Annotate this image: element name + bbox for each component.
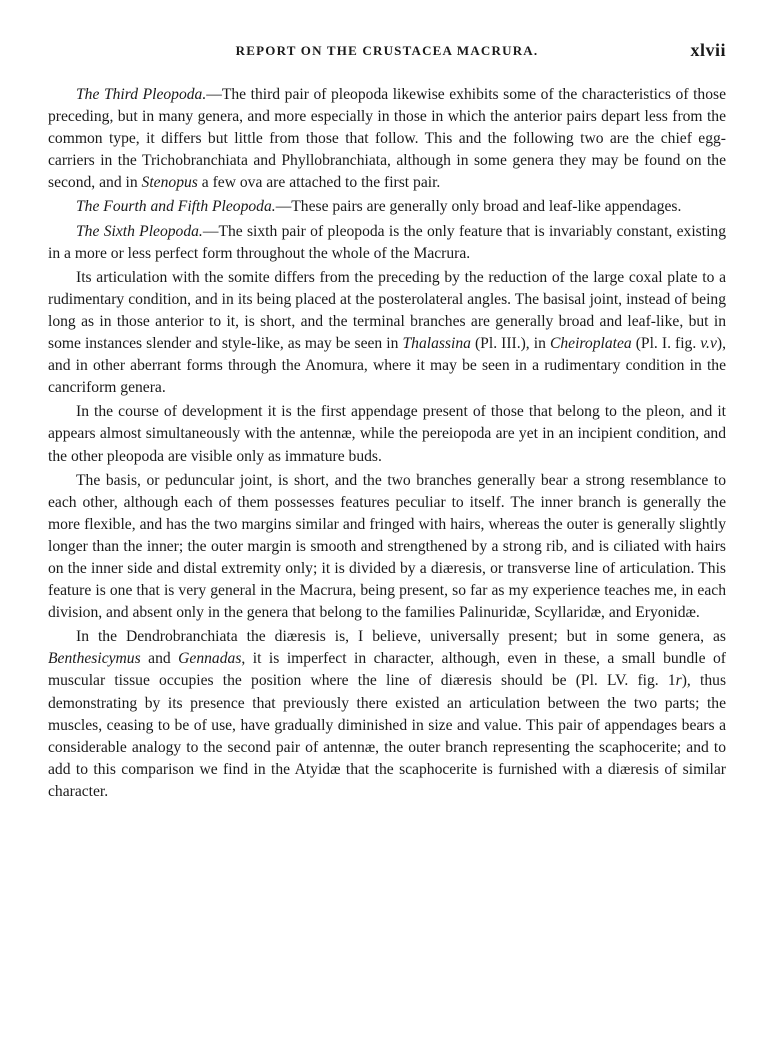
- body-text: [48, 84, 726, 803]
- running-title: REPORT ON THE CRUSTACEA MACRURA.: [235, 43, 539, 58]
- paragraph-text: (Pl. I. fig.: [631, 335, 701, 353]
- paragraph-text: , it is imperfect in character, although, even in these, a small bundle of muscular tissue occupies the position where the line of diæresis should be (Pl. LV. fig. 1: [48, 650, 726, 690]
- section-heading: The Fourth and Fifth Pleopoda.: [76, 198, 276, 216]
- section-heading: The Sixth Pleopoda.: [76, 222, 203, 240]
- paragraph-basis: [48, 470, 726, 625]
- paragraph-text: In the Dendrobranchiata the diæresis is, I believe, universally present; but in some genera, as: [76, 628, 726, 646]
- running-header: [48, 40, 726, 64]
- paragraph-third-pleopoda: [48, 84, 726, 194]
- paragraph-fourth-fifth-pleopoda: [48, 196, 726, 218]
- paragraph-text: The basis, or peduncular joint, is short, and the two branches generally bear a strong resemblance to each other, although each of them possesses features peculiar to itself. The inner branch is generally the more flexible, and has the two margins similar and fringed with hairs, whereas the outer is generally slightly longer than the inner; the outer margin is smooth and strengthened by a strong rib, and is ciliated with hairs on the inner side and distal extremity only; it is divided by a diæresis, or transverse line of articulation. This feature is one that is very general in the Macrura, being present, so far as my experience teaches me, in each division, and absent only in the genera that belong to the families Palinuridæ, Scyllaridæ, and Eryonidæ.: [48, 471, 726, 622]
- genus-name: Benthesicymus: [48, 650, 141, 668]
- page-number: xlvii: [690, 40, 726, 60]
- paragraph-text: In the course of development it is the first appendage present of those that belong to the pleon, and it appears almost simultaneously with the antennæ, while the pereiopoda are yet in an incipient condition, and the other pleopoda are visible only as immature buds.: [48, 403, 726, 465]
- genus-name: Thalassina: [402, 335, 471, 353]
- paragraph-development: [48, 401, 726, 467]
- section-heading: The Third Pleopoda.: [76, 86, 207, 103]
- paragraph-text: ), and in other aberrant forms through the Anomura, where it may be seen in a rudimentary condition in the cancriform genera.: [48, 335, 726, 397]
- genus-name: Gennadas: [178, 650, 242, 668]
- genus-name: Cheiroplatea: [549, 335, 632, 353]
- paragraph-sixth-pleopoda: [48, 221, 726, 265]
- figure-reference: v.v: [700, 335, 717, 353]
- paragraph-text: (Pl. III.), in: [470, 335, 550, 353]
- genus-name: Stenopus: [141, 174, 198, 192]
- figure-reference: r: [675, 672, 682, 690]
- paragraph-articulation: [48, 267, 726, 400]
- paragraph-text: a few ova are attached to the first pair.: [197, 174, 441, 192]
- paragraph-text: —These pairs are generally only broad and leaf-like appendages.: [275, 198, 682, 216]
- paragraph-text: Its articulation with the somite differs from the preceding by the reduction of the large coxal plate to a rudimentary condition, and in its being placed at the posterolateral angles. The basisal joint, instead of being long as in those anterior to it, is short, and the terminal branches are generally broad and leaf-like, but in some instances slender and style-like, as may be seen in: [48, 268, 726, 353]
- paragraph-text: —The third pair of pleopoda likewise exhibits some of the characteristics of those preceding, but in many genera, and more especially in those in which the anterior pairs depart less from the common type, it differs but little from those that follow. This and the following two are the chief egg-carriers in the Trichobranchiata and Phyllobranchiata, although in some genera they may be found on the second, and in: [48, 86, 726, 192]
- paragraph-text: ), thus demonstrating by its presence that previously there existed an articulation between the two parts; the muscles, ceasing to be of use, have gradually diminished in size and value. This pair of appendages bears a considerable analogy to the second pair of antennæ, the outer branch representing the scaphocerite; and to add to this comparison we find in the Atyidæ that the scaphocerite is furnished with a diæresis of similar character.: [48, 672, 727, 800]
- paragraph-text: —The sixth pair of pleopoda is the only feature that is invariably constant, existing in a more or less perfect form throughout the whole of the Macrura.: [48, 222, 727, 262]
- paragraph-text: and: [140, 650, 179, 668]
- paragraph-dendrobranchiata: [48, 626, 726, 803]
